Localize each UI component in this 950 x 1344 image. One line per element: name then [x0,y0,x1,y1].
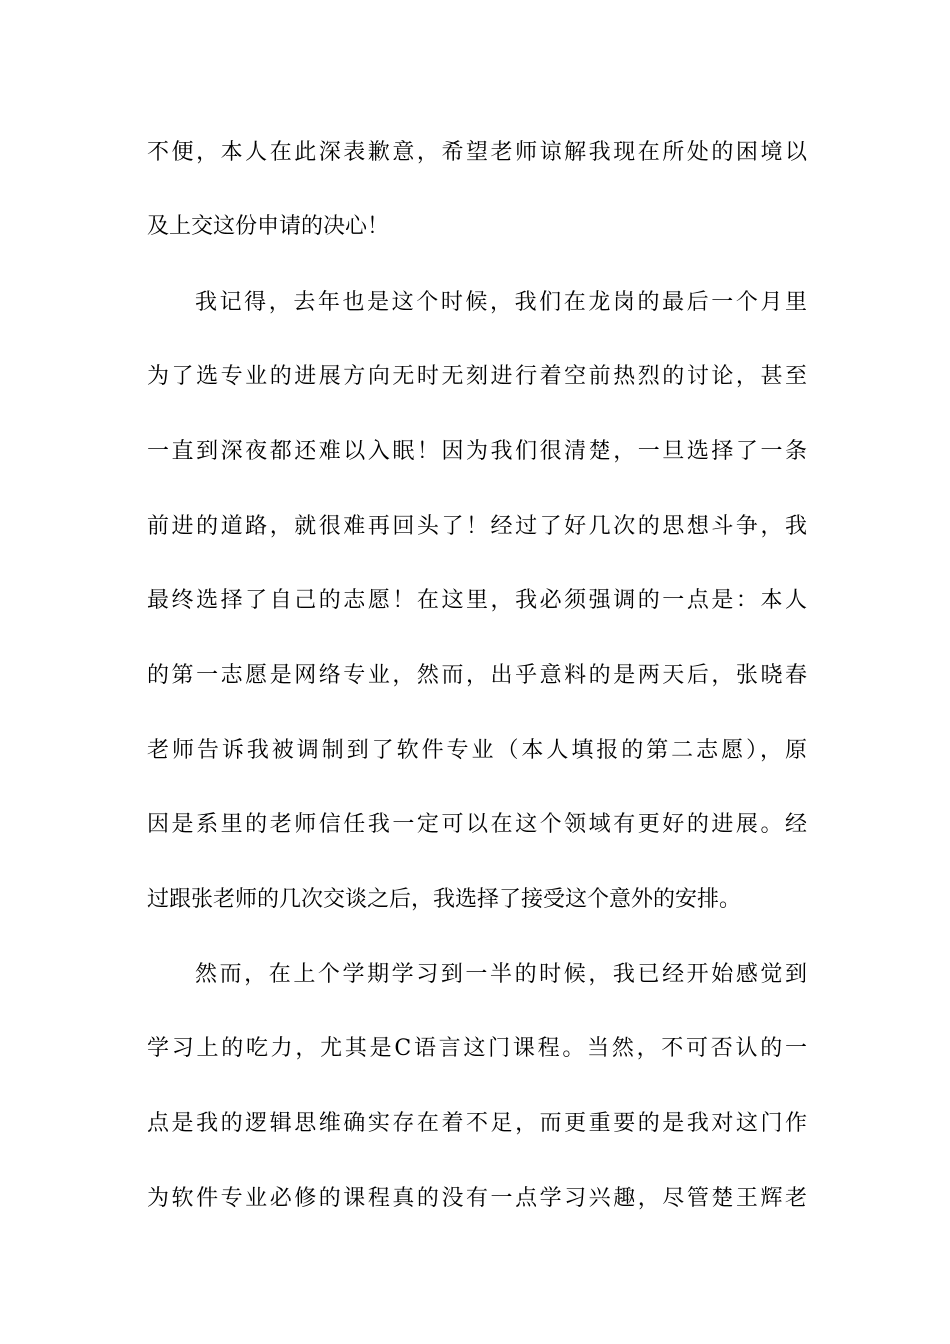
text-line-5: 一直到深夜都还难以入眠！因为我们很清楚，一旦选择了一条 [147,439,807,464]
text-line-13: 学习上的吃力，尤其是C语言这门课程。当然，不可否认的一 [147,1036,807,1061]
text-line-12: 然而，在上个学期学习到一半的时候，我已经开始感觉到 [195,962,807,987]
text-line-8: 的第一志愿是网络专业，然而，出乎意料的是两天后，张晓春 [147,663,807,688]
text-line-3: 我记得，去年也是这个时候，我们在龙岗的最后一个月里 [195,290,807,315]
text-line-2: 及上交这份申请的决心！ [147,214,390,239]
text-line-9: 老师告诉我被调制到了软件专业（本人填报的第二志愿），原 [147,738,807,763]
text-line-11: 过跟张老师的几次交谈之后，我选择了接受这个意外的安排。 [147,887,742,912]
text-line-14: 点是我的逻辑思维确实存在着不足，而更重要的是我对这门作 [147,1111,807,1136]
text-line-4: 为了选专业的进展方向无时无刻进行着空前热烈的讨论，甚至 [147,364,807,389]
text-line-7: 最终选择了自己的志愿！在这里，我必须强调的一点是：本人 [147,588,807,613]
text-line-15: 为软件专业必修的课程真的没有一点学习兴趣，尽管楚王辉老 [147,1186,807,1211]
text-line-10: 因是系里的老师信任我一定可以在这个领域有更好的进展。经 [147,812,807,837]
text-line-1: 不便，本人在此深表歉意，希望老师谅解我现在所处的困境以 [147,140,807,165]
text-line-6: 前进的道路，就很难再回头了！经过了好几次的思想斗争，我 [147,514,807,539]
